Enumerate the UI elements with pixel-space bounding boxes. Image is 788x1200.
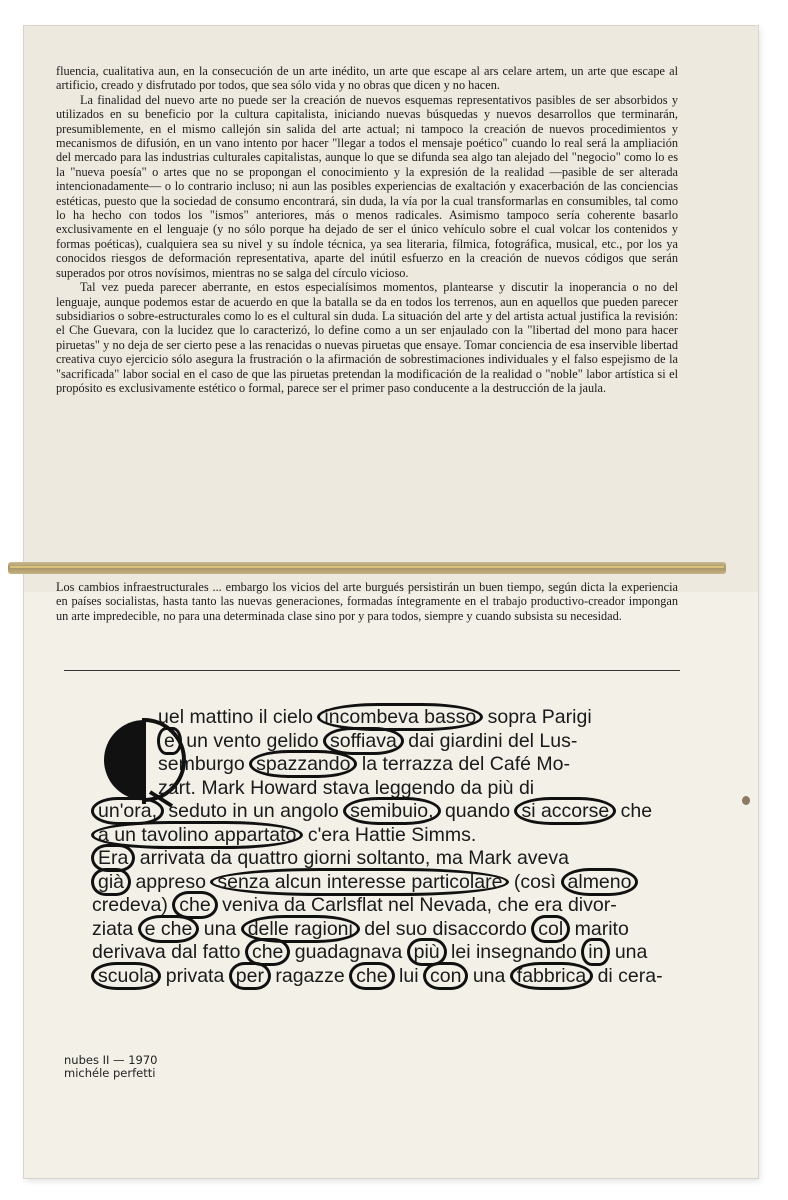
binding-thread xyxy=(10,566,724,568)
essay-paragraph-3: Tal vez pueda parecer aberrante, en estos especialísimos momentos, plantearse y discutir la inoperancia o no del lenguaje, aunque podemos estar de acuerdo en que la batalla se da en todos los terrenos, aun en aquellos que pueden parecer subsidiarios o sobre-estructurales como lo es el cultural sin duda. La situación del arte y del artista actual justifica la revisión: el Che Guevara, con la lucidez que lo caracterizó, lo define como a un ser enjaulado con la "libertad del mono para hacer piruetas" y no deja de ser cierto pese a las renacidas o nuevas piruetas que ensaye. Tomar conciencia de esa inservible libertad creativa cuyo ejercicio sólo asegura la frustración o la afirmación de sobrestimaciones individuales y el falso espejismo de la "sacrificada" labor social en el caso de que las piruetas pretendan la modificación de la realidad o "noble" labor artística si el propósito es exclusivamente estético o formal, parece ser el primer paso conducente a la destrucción de la jaula. xyxy=(56,280,678,395)
circled-word: in xyxy=(581,938,610,966)
circled-word: che xyxy=(349,962,394,990)
circled-word: fabbrica xyxy=(510,962,593,990)
poem-text: ragazze xyxy=(269,964,351,987)
essay-paragraph-2: La finalidad del nuevo arte no puede ser la creación de nuevos esquemas representativos pasibles de ser absorbidos y utilizados en su beneficio por la cultura capitalista, iniciando nuevas búsquedas y nuevos desarrollos que terminarán, presumiblemente, en el mismo callejón sin salida del arte actual; ni tampoco la creación de nuevos procedimientos y mecanismos de difusión, en un vano intento por hacer "llegar a todos el mensaje poético" cuando lo real será la ampliación del mercado para las industrias culturales capitalistas, aunque lo que se difunda sea algo tan alejado del "negocio" como lo es la "nueva poesía" o artes que no se propongan el conocimiento y la expresión de la realidad —pasible de ser alterada intencionadamente— o lo contrario incluso; ni aun las posibles experiencias de exaltación y exacerbación de las conciencias estéticas, puesto que la sociedad de consumo encontrará, sin duda, la vía por la cual transformarlas en consumibles, tal como lo ha hecho con todos los "ismos" anteriores, más o menos radicales. Asimismo tampoco sería coherente basarlo exclusivamente en el lenguaje (y no sólo porque ha dejado de ser el único vehículo sobre el cual volcar los contenidos y formas poéticas), cualquiera sea su nivel y su índole técnica, ya sea literaria, fílmica, fotográfica, musical, etc., por los ya conocidos riesgos de deformación representativa, aparte del inútil esfuerzo en la creación de nuevos códigos que serán superados por otros novísimos, mientras no se salga del círculo vicioso. xyxy=(56,92,678,280)
poem-text: una xyxy=(609,941,648,963)
poem-line xyxy=(92,753,682,777)
poem-text: (così xyxy=(508,870,562,893)
circled-word: più xyxy=(407,938,447,966)
paper-stain xyxy=(742,796,750,805)
poem-line xyxy=(92,894,682,918)
page-footer xyxy=(64,1054,157,1080)
circled-word: semibuio, xyxy=(343,797,440,825)
essay-paragraph-4: Los cambios infraestructurales ... embargo los vicios del arte burgués persistirán un buen tiempo, según dicta la experiencia en países socialistas, hasta tanto las nuevas generaciones, formadas íntegramente en el trabajo productivo-creador impongan un arte impredecible, no para una determinada clase sino por y para todos, siempre y cuando subsista su necesidad. xyxy=(56,580,678,623)
poem-text: appreso xyxy=(130,870,212,893)
poem-text: seduto in un angolo xyxy=(163,800,345,822)
poem-line xyxy=(92,824,682,848)
poem-text: veniva da Carlsflat nel Nevada, che era divor- xyxy=(216,894,617,916)
poem-text: uel mattino il cielo xyxy=(158,706,319,728)
poem-line xyxy=(92,965,682,989)
circled-word: spazzando xyxy=(249,750,357,778)
circled-word: a un tavolino appartato xyxy=(91,821,303,849)
essay-text xyxy=(56,64,678,395)
author-name: michéle perfetti xyxy=(64,1066,156,1080)
poem-text: derivava dal fatto xyxy=(92,941,246,963)
circled-word: senza alcun interesse particolare xyxy=(210,868,509,896)
poem-line xyxy=(92,871,682,895)
poem-text: semburgo xyxy=(158,753,251,775)
poem-text: una xyxy=(198,917,242,940)
poem-text: credeva) xyxy=(92,894,174,916)
poem-text: ziata xyxy=(92,917,139,940)
circled-word: che xyxy=(245,938,290,966)
circled-word: e xyxy=(157,727,182,755)
circled-word: Era xyxy=(91,844,135,872)
circled-word: col xyxy=(531,915,570,943)
circled-word: già xyxy=(91,868,131,896)
essay-continuation xyxy=(56,580,678,623)
circled-word: un'ora, xyxy=(91,797,164,825)
essay-paragraph-1: fluencia, cualitativa aun, en la consecución de un arte inédito, un arte que escape al ars celare artem, un arte que escape al artificio, creado y disfrutado por todos, que sea sólo vida y no obras que dicen y no hacen. xyxy=(56,64,678,93)
poem-text: sopra Parigi xyxy=(482,706,592,728)
poem-line xyxy=(92,800,682,824)
poem-text: lui xyxy=(393,964,424,987)
poem-text: del suo disaccordo xyxy=(358,917,533,940)
poem-text: privata xyxy=(160,964,230,987)
poem-text: la terrazza del Café Mo- xyxy=(356,753,570,775)
issue-label: nubes II — 1970 xyxy=(64,1053,158,1067)
poem-text: una xyxy=(467,964,511,987)
poem-text: c'era Hattie Simms. xyxy=(302,823,477,846)
circled-word: soffiava xyxy=(323,727,404,755)
poem-text: guadagnava xyxy=(289,941,408,963)
poem-text: quando xyxy=(439,800,516,822)
poem-line xyxy=(92,941,682,965)
poem-text: zart. Mark Howard stava leggendo da più di xyxy=(158,776,535,799)
poem-line xyxy=(92,730,682,754)
poem-text: che xyxy=(615,800,653,822)
circled-word: e che xyxy=(138,915,200,943)
section-divider xyxy=(64,670,680,671)
poem-text: marito xyxy=(569,917,629,940)
circled-word: incombeva basso xyxy=(317,703,483,731)
circled-word: che xyxy=(172,891,217,919)
circled-word: almeno xyxy=(561,868,639,896)
circled-word: per xyxy=(229,962,271,990)
circled-word: scuola xyxy=(91,962,161,990)
poem-text: un vento gelido xyxy=(180,729,324,752)
poem-text: lei insegnando xyxy=(445,941,583,963)
poem-text: di cera- xyxy=(592,964,663,987)
erasure-poem xyxy=(92,706,682,988)
circled-word: delle ragioni xyxy=(241,915,360,943)
poem-line xyxy=(92,706,682,730)
poem-line xyxy=(92,847,682,871)
page-fold-crease xyxy=(8,562,726,574)
circled-word: si accorse xyxy=(514,797,616,825)
circled-word: con xyxy=(423,962,468,990)
poem-text: dai giardini del Lus- xyxy=(402,729,578,752)
poem-text: arrivata da quattro giorni soltanto, ma Mark aveva xyxy=(134,847,569,869)
